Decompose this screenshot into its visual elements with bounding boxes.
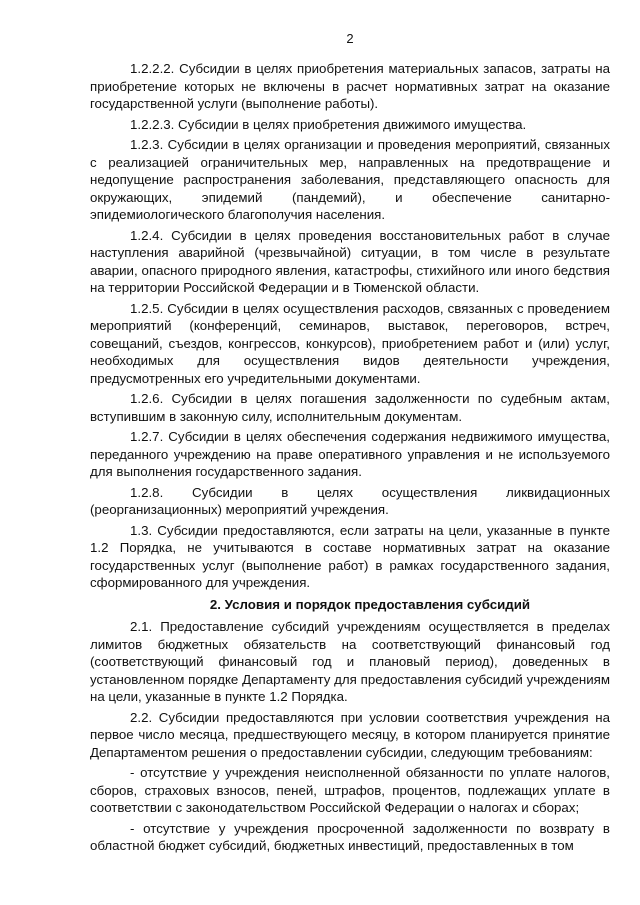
paragraph-1-2-2-3: 1.2.2.3. Субсидии в целях приобретения движимого имущества. [130, 116, 527, 132]
paragraph-1-2-3: 1.2.3. Субсидии в целях организации и проведения мероприятий, связанных с реализацией ограничительных мер, направленных на предотвращение и недопущение распространения заболевания, представляющего опасность для окружающих, эпидемий (пандемий), и обеспечение санитарно-эпидемиологического благополучия населения. [90, 137, 610, 222]
paragraph-1-2-7: 1.2.7. Субсидии в целях обеспечения содержания недвижимого имущества, переданного учреждению на праве оперативного управления и не используемого для выполнения государственного задания. [90, 429, 610, 479]
section-heading: 2. Условия и порядок предоставления субсидий [209, 596, 531, 612]
paragraph-1-2-8: 1.2.8. Субсидии в целях осуществления ликвидационных (реорганизационных) мероприятий учреждения. [90, 484, 610, 517]
paragraph-1-2-6: 1.2.6. Субсидии в целях погашения задолженности по судебным актам, вступившим в законную силу, исполнительным документам. [90, 391, 610, 424]
paragraph-1-2-2-2: 1.2.2.2. Субсидии в целях приобретения материальных запасов, затраты на приобретение которых не включены в расчет нормативных затрат на оказание государственной услуги (выполнение работы). [90, 61, 610, 111]
list-item-taxes: - отсутствие у учреждения неисполненной обязанности по уплате налогов, сборов, страховых взносов, пеней, штрафов, процентов, подлежащих уплате в соответствии с законодательством Российской Федерации о налогах и сборах; [90, 765, 610, 815]
paragraph-1-3: 1.3. Субсидии предоставляются, если затраты на цели, указанные в пункте 1.2 Порядка, не учитываются в составе нормативных затрат на оказание государственных услуг (выполнение работ) в рамках государственного задания, сформированного для учреждения. [90, 522, 610, 590]
list-item-debt: - отсутствие у учреждения просроченной задолженности по возврату в областной бюджет субсидий, бюджетных инвестиций, предоставленных в том [90, 820, 610, 853]
paragraph-1-2-5: 1.2.5. Субсидии в целях осуществления расходов, связанных с проведением мероприятий (конференций, семинаров, выставок, переговоров, встреч, совещаний, съездов, конгрессов, конкурсов), приобретением работ и (или) услуг, необходимых для осуществления видов деятельности учреждения, предусмотренных его учредительными документами. [90, 300, 610, 386]
page-number: 2 [346, 31, 354, 46]
paragraph-2-1: 2.1. Предоставление субсидий учреждениям осуществляется в пределах лимитов бюджетных обязательств на соответствующий финансовый год (соответствующий финансовый год и плановый период), доведенных в установленном порядке Департаменту для предоставления субсидий учреждениям на цели, указанные в пункте 1.2 Порядка. [90, 619, 610, 704]
paragraph-1-2-4: 1.2.4. Субсидии в целях проведения восстановительных работ в случае наступления аварийной (чрезвычайной) ситуации, в том числе в результате аварии, опасного природного явления, катастрофы, стихийного или иного бедствия на территории Российской Федерации и в Тюменской области. [90, 227, 610, 295]
document-body [90, 60, 610, 858]
paragraph-2-2: 2.2. Субсидии предоставляются при условии соответствия учреждения на первое число месяца, предшествующего месяцу, в котором планируется принятие Департаментом решения о предоставлении субсидии, следующим требованиям: [90, 709, 610, 760]
